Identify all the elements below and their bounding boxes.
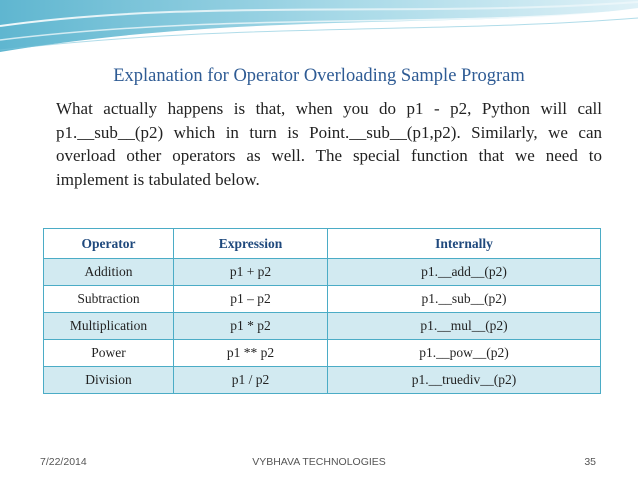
table-header-row bbox=[44, 229, 601, 259]
internal-method-cell: p1.__pow__(p2) bbox=[328, 340, 601, 367]
internal-method-cell: p1.__truediv__(p2) bbox=[328, 367, 601, 394]
internal-method-cell: p1.__mul__(p2) bbox=[328, 313, 601, 340]
expression-cell: p1 ** p2 bbox=[174, 340, 328, 367]
operator-cell: Multiplication bbox=[44, 313, 174, 340]
header-swoosh-decoration bbox=[0, 0, 638, 60]
table-row bbox=[44, 367, 601, 394]
footer-page-number: 35 bbox=[584, 456, 596, 468]
internal-method-cell: p1.__sub__(p2) bbox=[328, 286, 601, 313]
operator-cell: Power bbox=[44, 340, 174, 367]
operator-table bbox=[43, 228, 601, 394]
expression-cell: p1 * p2 bbox=[174, 313, 328, 340]
table-row bbox=[44, 313, 601, 340]
column-header-internally: Internally bbox=[328, 229, 601, 259]
table-row bbox=[44, 340, 601, 367]
table-row bbox=[44, 259, 601, 286]
operator-cell: Subtraction bbox=[44, 286, 174, 313]
table-row bbox=[44, 286, 601, 313]
expression-cell: p1 / p2 bbox=[174, 367, 328, 394]
expression-cell: p1 – p2 bbox=[174, 286, 328, 313]
column-header-expression: Expression bbox=[174, 229, 328, 259]
explanation-paragraph: What actually happens is that, when you do p1 - p2, Python will call p1.__sub__(p2) which in turn is Point.__sub__(p1,p2). Similarly, we can overload other operators as well. The special function that we need to implement is tabulated below. bbox=[56, 99, 602, 189]
operator-cell: Addition bbox=[44, 259, 174, 286]
footer-company: VYBHAVA TECHNOLOGIES bbox=[252, 456, 386, 468]
slide-title: Explanation for Operator Overloading Sample Program bbox=[113, 66, 525, 86]
internal-method-cell: p1.__add__(p2) bbox=[328, 259, 601, 286]
footer-date: 7/22/2014 bbox=[40, 456, 87, 468]
operator-cell: Division bbox=[44, 367, 174, 394]
column-header-operator: Operator bbox=[44, 229, 174, 259]
expression-cell: p1 + p2 bbox=[174, 259, 328, 286]
